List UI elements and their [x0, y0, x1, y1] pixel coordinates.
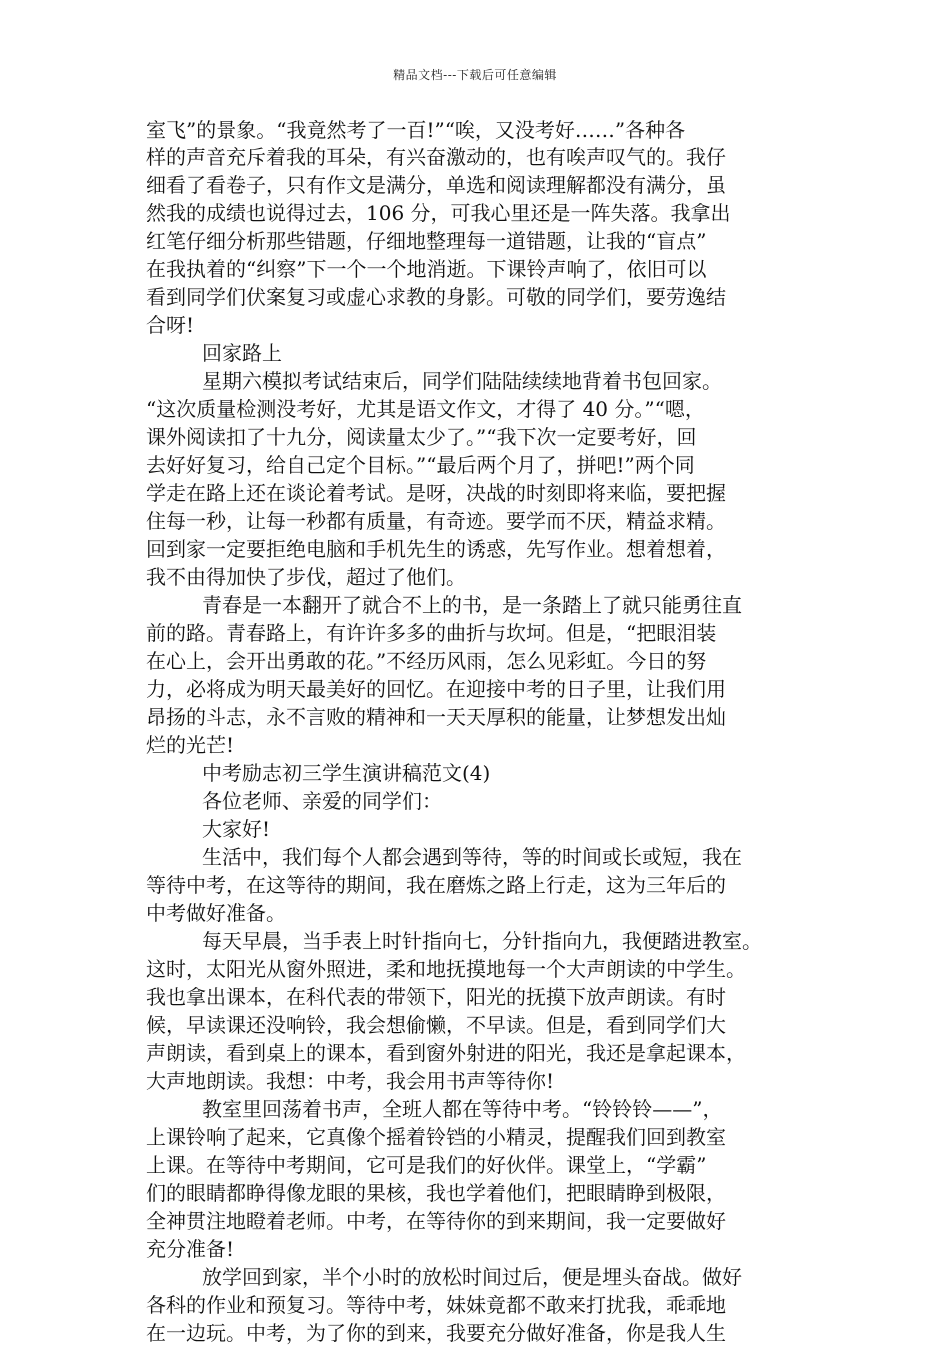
text-line: 充分准备! — [146, 1237, 235, 1261]
text-line: 烂的光芒! — [146, 733, 235, 757]
text-line: 回到家一定要拒绝电脑和手机先生的诱惑，先写作业。想着想着， — [146, 537, 726, 561]
text-line: 我也拿出课本，在科代表的带领下，阳光的抚摸下放声朗读。有时 — [146, 985, 726, 1009]
text-line: 放学回到家，半个小时的放松时间过后，便是埋头奋战。做好 — [202, 1265, 742, 1289]
page-header: 精品文档---下载后可任意编辑 — [393, 68, 557, 82]
text-line: 星期六模拟考试结束后，同学们陆陆续续地背着书包回家。 — [202, 369, 722, 393]
text-line: 课外阅读扣了十九分，阅读量太少了。”“我下次一定要考好，回 — [146, 425, 697, 449]
text-line: 力，必将成为明天最美好的回忆。在迎接中考的日子里，让我们用 — [146, 677, 726, 701]
text-line: 教室里回荡着书声，全班人都在等待中考。“铃铃铃——”， — [202, 1097, 723, 1121]
text-line: 青春是一本翻开了就合不上的书，是一条踏上了就只能勇往直 — [202, 593, 742, 617]
text-line: 上课铃响了起来，它真像个摇着铃铛的小精灵，提醒我们回到教室 — [146, 1125, 726, 1149]
text-line: 大家好! — [202, 817, 271, 841]
text-line: 这时，太阳光从窗外照进，柔和地抚摸地每一个大声朗读的中学生。 — [146, 957, 746, 981]
text-line: 合呀! — [146, 313, 195, 337]
text-line: 细看了看卷子，只有作文是满分，单选和阅读理解都没有满分，虽 — [146, 173, 726, 197]
text-line: 生活中，我们每个人都会遇到等待，等的时间或长或短，我在 — [202, 845, 742, 869]
text-line: 上课。在等待中考期间，它可是我们的好伙伴。课堂上，“学霸” — [146, 1153, 707, 1177]
text-line: 去好好复习，给自己定个目标。”“最后两个月了，拼吧!”两个同 — [146, 453, 695, 477]
text-line: 各科的作业和预复习。等待中考，妹妹竟都不敢来打扰我，乖乖地 — [146, 1293, 726, 1317]
text-line: 在心上，会开出勇敢的花。”不经历风雨，怎么见彩虹。今日的努 — [146, 649, 707, 673]
text-line: 中考做好准备。 — [146, 901, 286, 925]
text-line: 大声地朗读。我想：中考，我会用书声等待你! — [146, 1069, 555, 1093]
text-line: 我不由得加快了步伐，超过了他们。 — [146, 565, 466, 589]
text-line: 然我的成绩也说得过去，106 分，可我心里还是一阵失落。我拿出 — [146, 201, 731, 225]
text-line: 室飞”的景象。“我竟然考了一百!”“唉，又没考好……”各种各 — [146, 118, 686, 142]
text-line: 样的声音充斥着我的耳朵，有兴奋激动的，也有唉声叹气的。我仔 — [146, 145, 726, 169]
text-line: 等待中考，在这等待的期间，我在磨炼之路上行走，这为三年后的 — [146, 873, 726, 897]
text-line: 住每一秒，让每一秒都有质量，有奇迹。要学而不厌，精益求精。 — [146, 509, 726, 533]
text-line: 在一边玩。中考，为了你的到来，我要充分做好准备，你是我人生 — [146, 1321, 726, 1345]
text-line: 看到同学们伏案复习或虚心求教的身影。可敬的同学们，要劳逸结 — [146, 285, 726, 309]
text-line: 昂扬的斗志，永不言败的精神和一天天厚积的能量，让梦想发出灿 — [146, 705, 726, 729]
text-line: 中考励志初三学生演讲稿范文(4) — [202, 761, 491, 785]
text-line: 红笔仔细分析那些错题，仔细地整理每一道错题，让我的“盲点” — [146, 229, 707, 253]
text-line: 候，早读课还没响铃，我会想偷懒，不早读。但是，看到同学们大 — [146, 1013, 726, 1037]
text-line: 学走在路上还在谈论着考试。是呀，决战的时刻即将来临，要把握 — [146, 481, 726, 505]
text-line: 在我执着的“纠察”下一个一个地消逝。下课铃声响了，依旧可以 — [146, 257, 707, 281]
text-line: 全神贯注地瞪着老师。中考，在等待你的到来期间，我一定要做好 — [146, 1209, 726, 1233]
text-line: 每天早晨，当手表上时针指向七，分针指向九，我便踏进教室。 — [202, 929, 762, 953]
text-line: 们的眼睛都睁得像龙眼的果核，我也学着他们，把眼睛睁到极限， — [146, 1181, 726, 1205]
text-line: “这次质量检测没考好，尤其是语文作文，才得了 40 分。”“嗯， — [146, 397, 705, 421]
text-line: 回家路上 — [202, 341, 282, 365]
text-line: 前的路。青春路上，有许许多多的曲折与坎坷。但是，“把眼泪装 — [146, 621, 717, 645]
text-line: 各位老师、亲爱的同学们： — [202, 789, 442, 813]
text-line: 声朗读，看到桌上的课本，看到窗外射进的阳光，我还是拿起课本， — [146, 1041, 746, 1065]
